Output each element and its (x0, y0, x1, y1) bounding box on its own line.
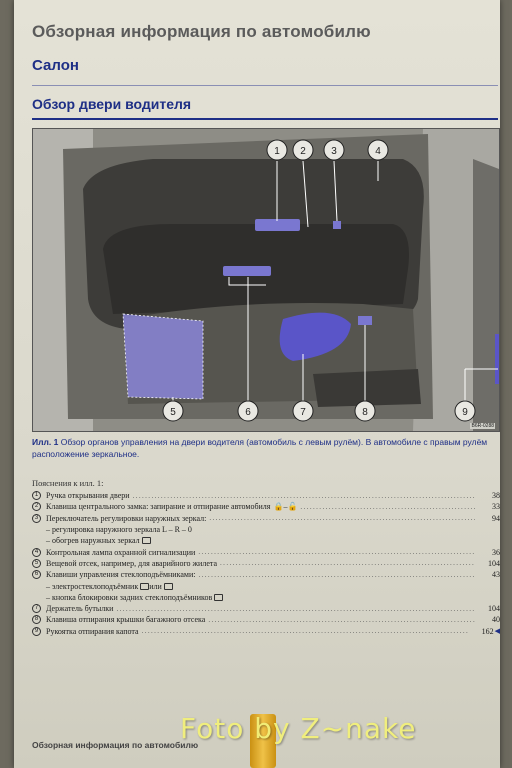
legend-item (32, 546, 500, 557)
caption-label: Илл. 1 (32, 437, 59, 447)
callout-3: 3 (331, 146, 337, 157)
legend-subitem (32, 535, 500, 546)
legend-label: Ручка открывания двери (46, 491, 130, 501)
legend-sublabel: – электростеклоподъёмник (46, 581, 139, 591)
callout-5: 5 (170, 407, 176, 418)
sub-title: Обзор двери водителя (32, 96, 192, 112)
callout-8: 8 (362, 407, 368, 418)
subtitle-divider (32, 118, 498, 120)
page-ref[interactable]: 94 (492, 513, 500, 523)
leader-dots (198, 548, 475, 556)
page-ref[interactable]: 104 (488, 558, 500, 568)
legend-subitem (32, 580, 500, 591)
section-title: Салон (32, 57, 79, 74)
leader-dots (300, 503, 475, 511)
page-title: Обзорная информация по автомобилю (32, 22, 371, 41)
callout-6: 6 (245, 407, 251, 418)
leader-dots (208, 616, 475, 624)
legend-item (32, 603, 500, 614)
figure-caption (32, 436, 500, 460)
page-ref[interactable]: 40 (492, 615, 500, 625)
legend-number: 4 (32, 548, 41, 557)
page-ref[interactable]: 43 (492, 570, 500, 580)
legend-subitem (32, 524, 500, 535)
window-icon (140, 583, 149, 590)
legend-label: Клавиша центрального замка: запирание и отпирание автомобиля (46, 502, 271, 512)
page-ref[interactable]: 162 (481, 626, 494, 636)
page-ref[interactable]: 36 (492, 547, 500, 557)
legend-item (32, 569, 500, 580)
legend-sublabel: – регулировка наружного зеркала L – R – 0 (46, 525, 192, 535)
manual-page (14, 0, 500, 768)
legend-list (32, 490, 500, 637)
legend-number: 8 (32, 615, 41, 624)
leader-dots (220, 559, 475, 567)
window-lock-icon (214, 594, 223, 601)
legend-sublabel: – обогрев наружных зеркал (46, 536, 140, 546)
legend-sublabel-tail: или (149, 581, 162, 591)
legend-heading: Пояснения к илл. 1: (32, 478, 104, 488)
caption-text: Обзор органов управления на двери водителя (автомобиль с левым рулём). В автомобиле с правым рулём расположение зеркальное. (32, 437, 488, 459)
callout-7: 7 (300, 407, 306, 418)
door-illustration (32, 128, 500, 432)
legend-label: Рукоятка отпирания капота (46, 626, 139, 636)
leader-dots (209, 514, 475, 522)
callout-1: 1 (274, 146, 280, 157)
legend-number: 5 (32, 559, 41, 568)
leader-dots (198, 571, 475, 579)
continue-arrow-icon: ◀ (494, 627, 500, 636)
callout-2: 2 (300, 146, 306, 157)
legend-number: 7 (32, 604, 41, 613)
page-footer: Обзорная информация по автомобилю (32, 740, 199, 750)
lock-unlock-icon: 🔒–🔓 (273, 502, 298, 512)
title-divider (32, 85, 498, 86)
legend-item (32, 501, 500, 512)
callout-9: 9 (462, 407, 468, 418)
window-icon-alt (164, 583, 173, 590)
legend-label: Контрольная лампа охранной сигнализации (46, 547, 196, 557)
legend-number: 9 (32, 627, 41, 636)
legend-number: 6 (32, 570, 41, 579)
mirror-heat-icon (142, 537, 151, 544)
legend-item (32, 626, 500, 637)
figure-id: B6R-0288 (471, 423, 494, 429)
legend-item (32, 614, 500, 625)
page-ref[interactable]: 104 (488, 604, 500, 614)
legend-number: 2 (32, 502, 41, 511)
legend-label: Клавиша отпирания крышки багажного отсека (46, 615, 206, 625)
legend-subitem (32, 592, 500, 603)
callout-4: 4 (375, 146, 381, 157)
legend-label: Держатель бутылки (46, 604, 114, 614)
legend-label: Вещевой отсек, например, для аварийного жилета (46, 558, 218, 568)
legend-number: 3 (32, 514, 41, 523)
legend-number: 1 (32, 491, 41, 500)
legend-label: Переключатель регулировки наружных зеркал: (46, 513, 207, 523)
legend-label: Клавиши управления стеклоподъёмниками: (46, 570, 196, 580)
leader-dots (142, 627, 469, 635)
leader-dots (116, 605, 475, 613)
legend-sublabel: – кнопка блокировки задних стеклоподъёмников (46, 592, 213, 602)
legend-item (32, 558, 500, 569)
legend-item (32, 513, 500, 524)
leader-dots (133, 492, 475, 500)
page-ref[interactable]: 33 (492, 502, 500, 512)
page-ref[interactable]: 38 (492, 491, 500, 501)
photo-watermark: Foto by Z~nake (180, 712, 417, 745)
legend-item (32, 490, 500, 501)
